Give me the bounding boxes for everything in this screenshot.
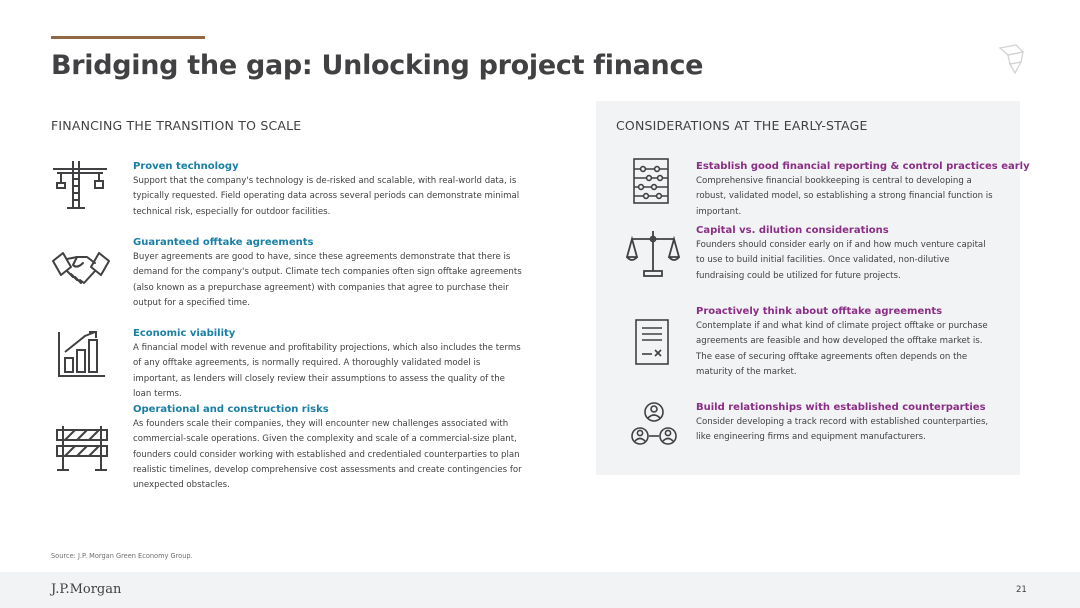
item-body: As founders scale their companies, they will encounter new challenges associated with commercial-scale operations. Given the complexity and scale of a commercial-size plant, founders could consider working with established and credentialed counterparties to plan realistic timelines, develop comprehensive cost assessments and create contingencies for unexpected obstacles. xyxy=(133,419,522,491)
right-item-text xyxy=(696,223,996,284)
item-title: Proactively think about offtake agreements xyxy=(696,306,943,317)
item-title: Establish good financial reporting & control practices early xyxy=(696,161,1030,172)
left-item-text xyxy=(133,235,523,311)
item-title: Guaranteed offtake agreements xyxy=(133,237,314,248)
page-title: Bridging the gap: Unlocking project finance xyxy=(51,50,704,81)
item-body: Contemplate if and what kind of climate project offtake or purchase agreements are feasible and how developed the offtake market is. The ease of securing offtake agreements often depends on the maturity of the market. xyxy=(696,321,988,377)
item-title: Build relationships with established counterparties xyxy=(696,402,986,413)
source-note: Source: J.P. Morgan Green Economy Group. xyxy=(51,552,193,560)
left-item-text xyxy=(133,159,523,220)
item-body: Buyer agreements are good to have, since these agreements demonstrate that there is demand for the company's output. Climate tech companies often sign offtake agreements (also known as a prepurchase agreement) with companies that agree to purchase their output for a specified time. xyxy=(133,252,522,308)
right-section-heading: CONSIDERATIONS AT THE EARLY-STAGE xyxy=(616,118,868,133)
abacus-icon xyxy=(632,157,688,213)
right-item-text xyxy=(696,400,996,446)
left-section-heading: FINANCING THE TRANSITION TO SCALE xyxy=(51,118,302,133)
jpmorgan-logo: J.P.Morgan xyxy=(51,582,122,597)
item-title: Proven technology xyxy=(133,161,239,172)
item-title: Economic viability xyxy=(133,328,236,339)
right-item-text xyxy=(696,159,1030,220)
crane-icon xyxy=(51,159,107,215)
footer-band xyxy=(0,572,1080,608)
handshake-icon xyxy=(51,243,107,299)
item-body: Founders should consider early on if and how much venture capital to use to build initial facilities. Once validated, non-dilutive fundraising could be utilized for future projects. xyxy=(696,240,986,281)
scale-icon xyxy=(626,229,682,285)
contract-icon xyxy=(634,318,690,374)
right-item-text xyxy=(696,304,996,380)
network-people-icon xyxy=(630,400,686,456)
left-item-text xyxy=(133,402,523,493)
item-body: Support that the company's technology is de-risked and scalable, with real-world data, is typically requested. Field operating data across several periods can demonstrate minimal technical risk, especially for outdoor facilities. xyxy=(133,176,520,217)
growth-chart-icon xyxy=(55,328,111,384)
item-title: Operational and construction risks xyxy=(133,404,329,415)
octagon-logo-icon xyxy=(996,42,1030,76)
item-body: Comprehensive financial bookkeeping is central to developing a robust, validated model, so establishing a strong financial function is important. xyxy=(696,176,993,217)
title-accent-bar xyxy=(51,36,205,39)
item-body: Consider developing a track record with established counterparties, like engineering firms and equipment manufacturers. xyxy=(696,417,989,443)
page-number: 21 xyxy=(1016,585,1027,595)
barrier-icon xyxy=(55,426,111,482)
left-item-text xyxy=(133,326,523,402)
item-body: A financial model with revenue and profitability projections, which also includes the terms of any offtake agreements, is normally required. A thoroughly validated model is important, as lenders will closely review their assumptions to assess the quality of the loan terms. xyxy=(133,343,521,399)
item-title: Capital vs. dilution considerations xyxy=(696,225,889,236)
